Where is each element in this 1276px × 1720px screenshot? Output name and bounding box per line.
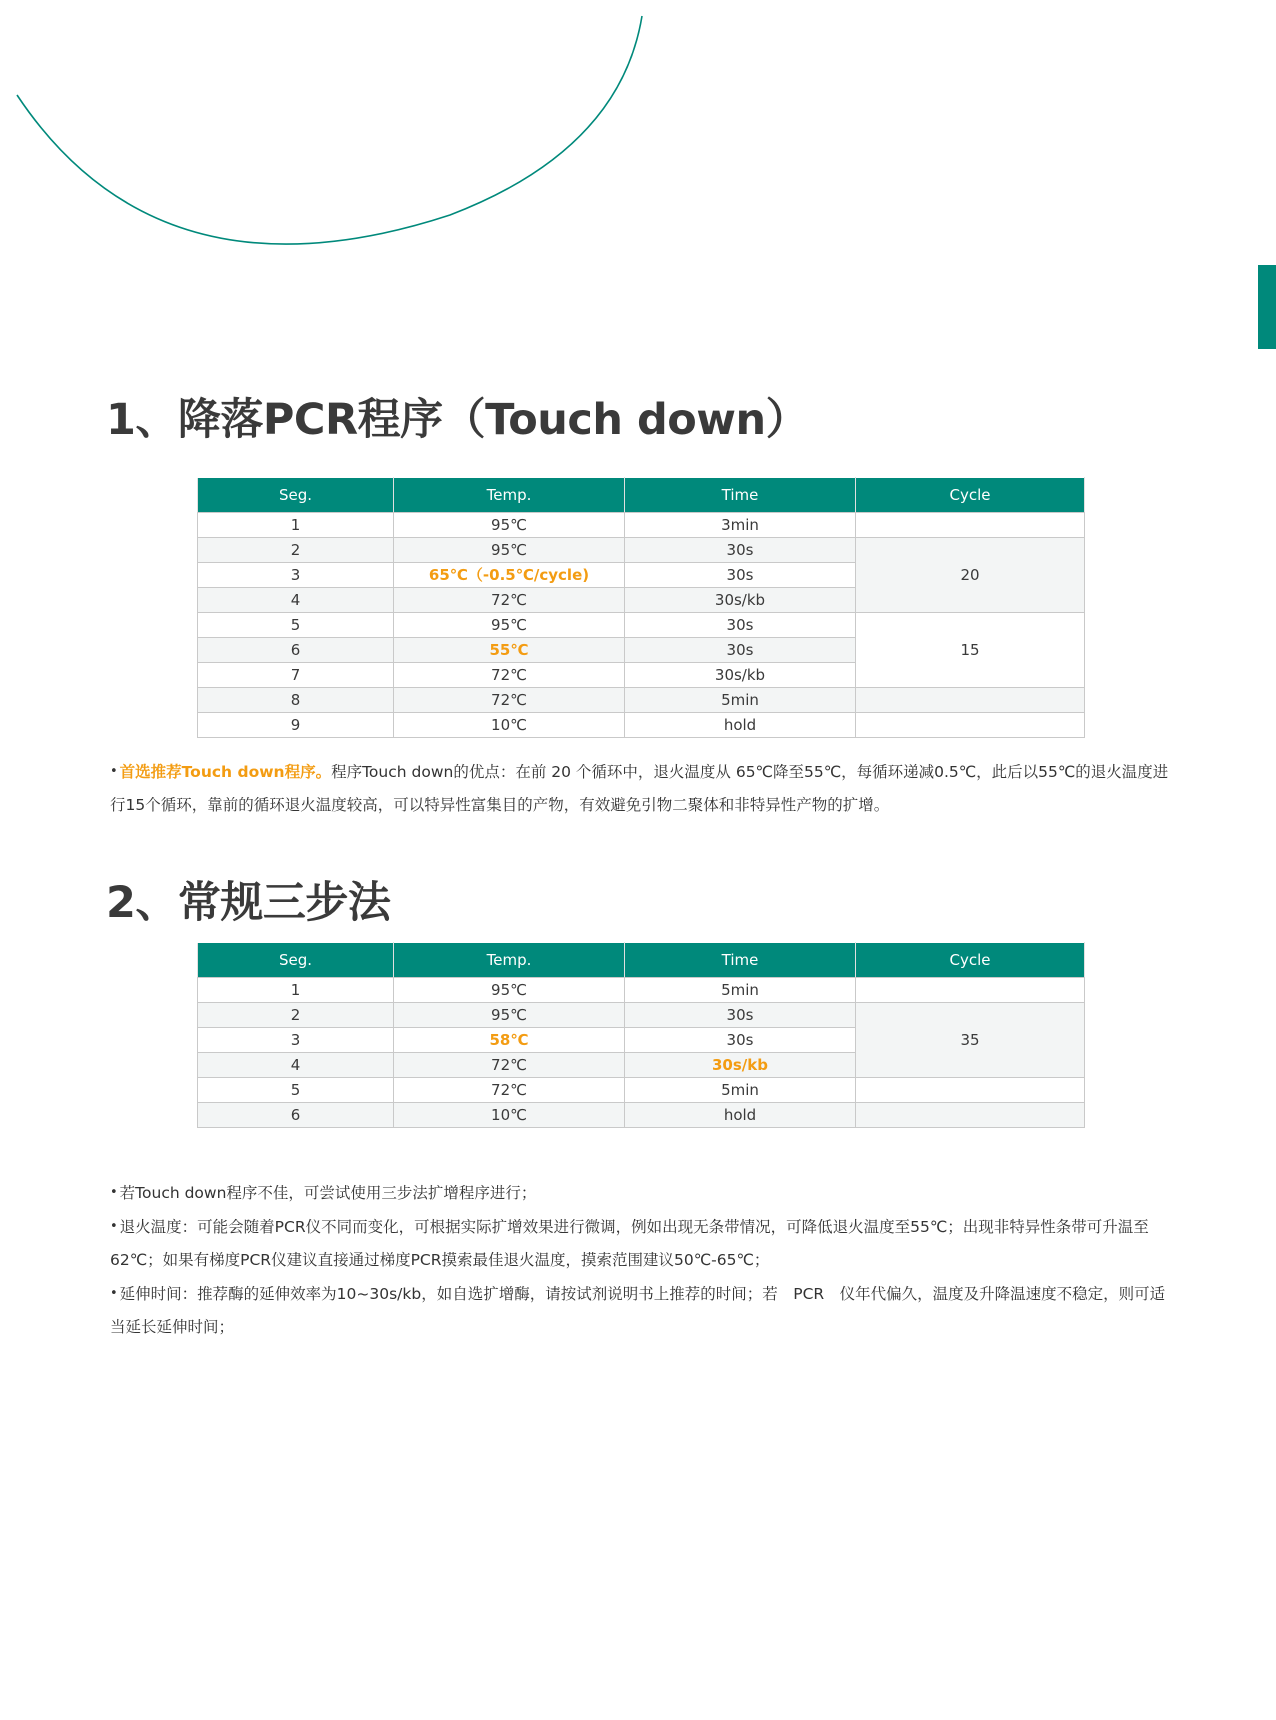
time-cell: 3min [625,513,856,538]
time-cell: 5min [625,978,856,1003]
temp-cell: 72℃ [394,588,625,613]
time-cell: 30s [625,613,856,638]
header-seg: Seg. [198,943,394,978]
section2-title: 2、常规三步法 [106,878,391,928]
temp-cell: 72℃ [394,688,625,713]
temp-cell-highlight: 58℃ [394,1028,625,1053]
note-item [110,1176,1170,1210]
section1-title: 1、降落PCR程序（Touch down） [106,395,809,445]
temp-cell: 10℃ [394,1103,625,1128]
seg-cell: 5 [198,613,394,638]
cycle-count-cell: 15 [856,613,1085,688]
time-cell: hold [625,1103,856,1128]
header-time: Time [625,943,856,978]
side-tab-marker [1258,265,1276,349]
time-cell: hold [625,713,856,738]
note-item [110,1210,1170,1277]
header-time: Time [625,478,856,513]
table-row [198,538,1085,563]
decorative-arc [0,0,700,260]
seg-cell: 4 [198,588,394,613]
time-cell: 30s [625,563,856,588]
seg-cell: 9 [198,713,394,738]
cycle-cell-empty [856,513,1085,538]
seg-cell: 7 [198,663,394,688]
seg-cell: 1 [198,513,394,538]
bullet-icon: • [110,1219,118,1234]
table-row [198,688,1085,713]
table-row [198,978,1085,1003]
temp-cell: 72℃ [394,663,625,688]
temp-cell: 10℃ [394,713,625,738]
bullet-icon: • [110,1286,118,1301]
note-text: 退火温度：可能会随着PCR仪不同而变化，可根据实际扩增效果进行微调，例如出现无条带情况，可降低退火温度至55℃；出现非特异性条带可升温至62℃；如果有梯度PCR仪建议直接通过梯度PCR摸索最佳退火温度，摸索范围建议50℃-65℃； [110,1218,1149,1269]
bullet-icon: • [110,1185,118,1200]
time-cell: 30s [625,538,856,563]
time-cell: 30s/kb [625,663,856,688]
cycle-cell-empty [856,1078,1085,1103]
seg-cell: 6 [198,1103,394,1128]
time-cell: 30s/kb [625,588,856,613]
temp-cell: 95℃ [394,978,625,1003]
seg-cell: 3 [198,563,394,588]
temp-cell: 72℃ [394,1053,625,1078]
time-cell: 30s [625,638,856,663]
seg-cell: 5 [198,1078,394,1103]
seg-cell: 1 [198,978,394,1003]
three-step-pcr-table [197,942,1085,1128]
cycle-cell-empty [856,688,1085,713]
touchdown-note-paragraph [110,755,1170,822]
seg-cell: 6 [198,638,394,663]
note-highlight: 首选推荐Touch down程序。 [119,763,332,781]
bullet-icon: • [110,764,118,779]
temp-cell: 95℃ [394,513,625,538]
temp-cell: 95℃ [394,538,625,563]
time-cell: 5min [625,1078,856,1103]
temp-cell: 95℃ [394,1003,625,1028]
table-row [198,513,1085,538]
seg-cell: 2 [198,1003,394,1028]
cycle-cell-empty [856,978,1085,1003]
cycle-cell-empty [856,1103,1085,1128]
header-temp: Temp. [394,943,625,978]
time-cell: 30s [625,1028,856,1053]
temp-cell-highlight: 55℃ [394,638,625,663]
time-cell: 5min [625,688,856,713]
table-header-row [198,478,1085,513]
table-row [198,1078,1085,1103]
table-header-row [198,943,1085,978]
note-item [110,1277,1170,1344]
time-cell: 30s [625,1003,856,1028]
seg-cell: 3 [198,1028,394,1053]
cycle-count-cell: 20 [856,538,1085,613]
temp-cell: 95℃ [394,613,625,638]
three-step-notes [110,1176,1170,1344]
cycle-cell-empty [856,713,1085,738]
seg-cell: 2 [198,538,394,563]
seg-cell: 4 [198,1053,394,1078]
header-cycle: Cycle [856,478,1085,513]
temp-cell-highlight: 65℃（-0.5℃/cycle) [394,563,625,588]
table-row [198,1003,1085,1028]
table-row [198,1103,1085,1128]
header-seg: Seg. [198,478,394,513]
time-cell-highlight: 30s/kb [625,1053,856,1078]
table-row [198,713,1085,738]
touchdown-pcr-table [197,477,1085,738]
table-row [198,613,1085,638]
header-cycle: Cycle [856,943,1085,978]
seg-cell: 8 [198,688,394,713]
touchdown-note [110,755,1170,822]
note-text: 若Touch down程序不佳，可尝试使用三步法扩增程序进行； [119,1184,537,1202]
note-text: 程序Touch down的优点：在前 20 个循环中，退火温度从 65℃降至55℃，每循环递减0.5℃，此后以55℃的退火温度进行15个循环，靠前的循环退火温度较高，可以特异性富集目的产物，有效避免引物二聚体和非特异性产物的扩增。 [110,763,1169,814]
note-text: 延伸时间：推荐酶的延伸效率为10~30s/kb，如自选扩增酶，请按试剂说明书上推荐的时间；若 PCR 仪年代偏久，温度及升降温速度不稳定，则可适当延长延伸时间； [110,1285,1166,1336]
cycle-count-cell: 35 [856,1003,1085,1078]
header-temp: Temp. [394,478,625,513]
temp-cell: 72℃ [394,1078,625,1103]
